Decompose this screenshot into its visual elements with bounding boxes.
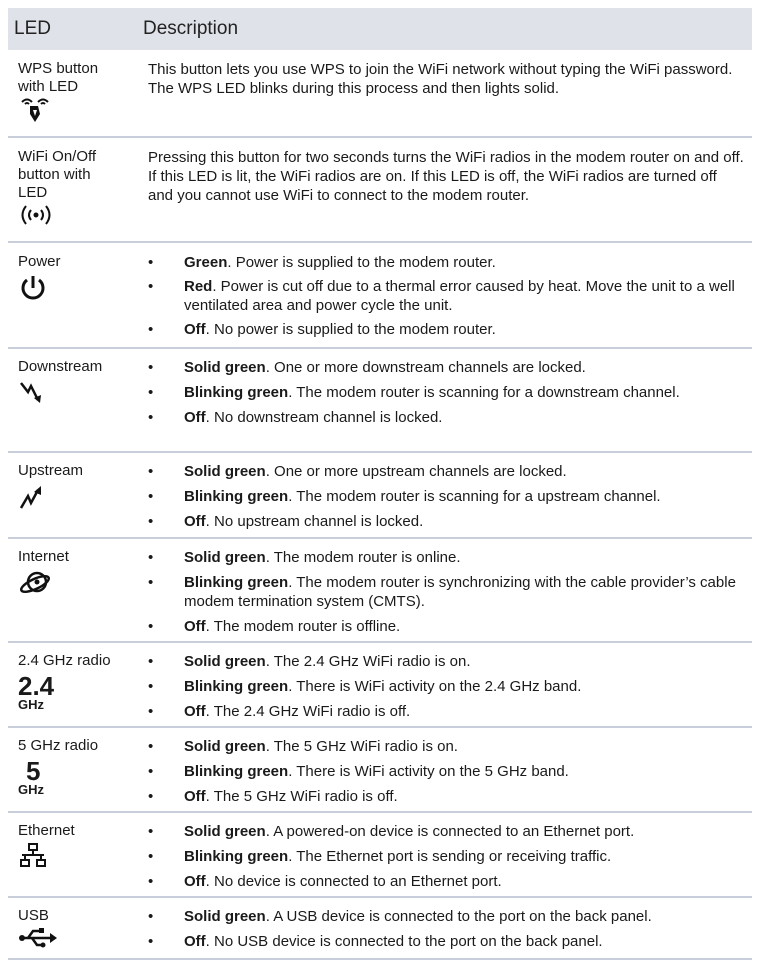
- led-name: Upstream: [18, 462, 84, 479]
- table-row: [8, 138, 752, 243]
- led-name: WiFi On/Off button with LED: [18, 148, 97, 201]
- wps-icon: [18, 98, 52, 124]
- list-item: • Off. No upstream channel is locked.: [148, 513, 424, 530]
- list-item: • Solid green. One or more downstream channels are locked.: [148, 359, 586, 376]
- header-led: LED: [14, 18, 51, 39]
- table-row: [8, 539, 752, 643]
- list-item: • Blinking green. The modem router is scanning for a downstream channel.: [148, 384, 680, 401]
- list-item: • Off. No USB device is connected to the port on the back panel.: [148, 933, 603, 950]
- row-description: Pressing this button for two seconds turns the WiFi radios in the modem router on and off. If this LED is lit, the WiFi radios are on. If this LED is off, the WiFi radios are turned off and you cannot use WiFi to connect to the modem router.: [148, 149, 744, 204]
- list-item: • Blinking green. There is WiFi activity on the 5 GHz band.: [148, 763, 569, 780]
- list-item: • Blinking green. There is WiFi activity on the 2.4 GHz band.: [148, 678, 582, 695]
- list-item: • Blinking green. The modem router is scanning for a upstream channel.: [148, 488, 661, 505]
- upstream-icon: [18, 482, 48, 512]
- list-item: • Blinking green. The modem router is synchronizing with the cable provider’s cable modem termination system (CMTS).: [148, 574, 736, 610]
- table-row: [8, 243, 752, 349]
- list-item: • Off. No power is supplied to the modem router.: [148, 321, 496, 338]
- header-description: Description: [143, 18, 239, 39]
- list-item: • Off. The modem router is offline.: [148, 618, 401, 635]
- power-icon: [18, 273, 48, 303]
- 2-4-ghz-icon: 2.4 GHz: [18, 671, 55, 712]
- internet-icon: [18, 568, 54, 596]
- table-row: [8, 813, 752, 898]
- list-item: • Solid green. The 5 GHz WiFi radio is on.: [148, 738, 458, 755]
- led-name: Downstream: [18, 358, 103, 375]
- list-item: • Off. The 5 GHz WiFi radio is off.: [148, 788, 398, 805]
- led-table: [8, 8, 752, 960]
- led-name: 2.4 GHz radio: [18, 652, 111, 669]
- list-item: • Solid green. The 2.4 GHz WiFi radio is on.: [148, 653, 471, 670]
- list-item: • Red. Power is cut off due to a thermal error caused by heat. Move the unit to a well ventilated area and power cycle the unit.: [148, 278, 735, 314]
- usb-icon: [18, 927, 58, 949]
- table-row: [8, 898, 752, 960]
- 5-ghz-icon: 5 GHz: [18, 756, 44, 797]
- list-item: • Off. No device is connected to an Ethernet port.: [148, 873, 502, 890]
- table-row: [8, 728, 752, 813]
- table-row: [8, 349, 752, 453]
- list-item: • Solid green. One or more upstream channels are locked.: [148, 463, 567, 480]
- led-name: WPS button with LED: [18, 60, 99, 95]
- led-name: Ethernet: [18, 822, 75, 839]
- wifi-radio-icon: [18, 204, 54, 226]
- table-row: [8, 643, 752, 728]
- led-name: Power: [18, 253, 61, 270]
- list-item: • Green. Power is supplied to the modem router.: [148, 254, 496, 271]
- list-item: • Solid green. A USB device is connected to the port on the back panel.: [148, 908, 652, 925]
- led-name: Internet: [18, 548, 69, 565]
- list-item: • Off. The 2.4 GHz WiFi radio is off.: [148, 703, 411, 720]
- table-row: [8, 453, 752, 539]
- downstream-icon: [18, 378, 48, 408]
- table-header: [8, 8, 752, 50]
- list-item: • Solid green. The modem router is online.: [148, 549, 461, 566]
- list-item: • Solid green. A powered-on device is connected to an Ethernet port.: [148, 823, 635, 840]
- led-name: USB: [18, 907, 49, 924]
- led-name: 5 GHz radio: [18, 737, 99, 754]
- ethernet-icon: [18, 842, 48, 870]
- list-item: • Blinking green. The Ethernet port is sending or receiving traffic.: [148, 848, 612, 865]
- list-item: • Off. No downstream channel is locked.: [148, 409, 443, 426]
- row-description: This button lets you use WPS to join the WiFi network without typing the WiFi password. The WPS LED blinks during this process and then lights solid.: [148, 61, 733, 97]
- table-row: [8, 50, 752, 138]
